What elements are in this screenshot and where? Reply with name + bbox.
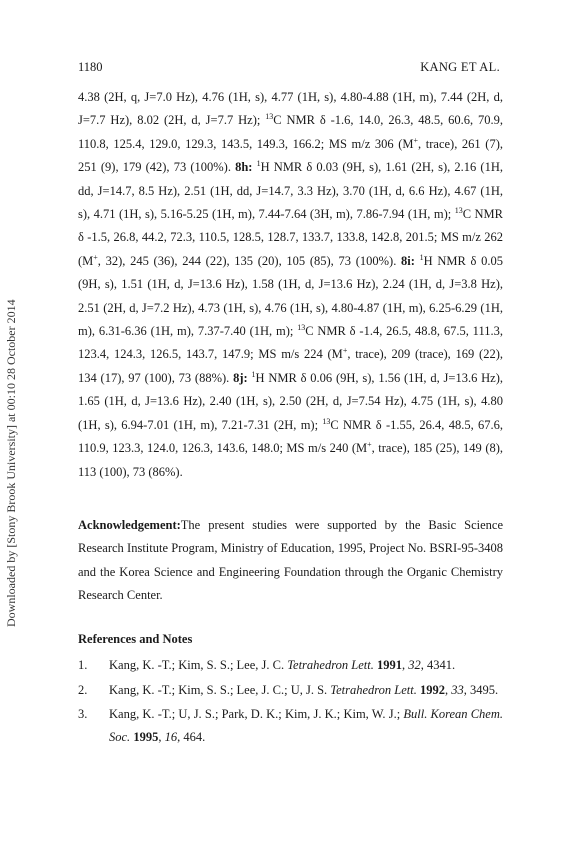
reference-number: 3.	[78, 707, 88, 722]
label-colon: :	[410, 253, 420, 268]
running-head: KANG ET AL.	[420, 60, 500, 74]
data-line: C NMR δ -1.4,	[305, 324, 383, 339]
data-line: NMR δ -1.5, 26.8, 44.2, 72.3, 110.5, 128.5, 128.7, 133.7, 133.8, 142.8, 201.5; MS	[78, 207, 504, 245]
data-line: J=7.54 Hz), 4.75 (1H, s), 4.80 (1H, s), 6.94-7.01 (1H, m), 7.21-7.31 (2H, m);	[78, 394, 503, 432]
download-notice: Downloaded by [Stony Brook University] at 00:10 28 October 2014	[4, 299, 18, 627]
superscript: +	[367, 439, 372, 449]
data-line: J=7.7 Hz), 8.02 (2H, d, J=7.7 Hz);	[78, 113, 266, 128]
data-line: H NMR δ 0.06 (9H, s),	[255, 370, 375, 385]
data-line: 209 (trace), 169 (22), 134 (17), 97 (100), 73 (88%).	[78, 347, 503, 385]
data-line: d, J=3.8 Hz), 2.51 (2H, d, J=7.2 Hz), 4.73 (1H, s), 4.76 (1H, s), 4.80-4.87 (1H,	[78, 277, 504, 315]
reference-separator: ,	[401, 658, 409, 672]
superscript: 1	[256, 159, 261, 169]
data-line: 26.5, 48.8, 67.5, 111.3, 123.4, 124.3, 126.5, 143.7, 147.9; MS m/s 224 (M	[78, 324, 504, 362]
data-line: C	[462, 207, 472, 222]
references-title: References and Notes	[78, 632, 193, 646]
reference-authors: Kang, K. -T.; Kim, S. S.; Lee, J. C.; U, J. S.	[109, 682, 331, 697]
reference-authors: Kang, K. -T.; U, J. S.; Park, D. K.; Kim, J. K.; Kim, W. J.;	[109, 707, 404, 722]
data-line: , 32), 245 (36), 244 (22), 135 (20), 105 (85), 73 (100%).	[97, 253, 402, 268]
superscript: +	[342, 346, 348, 356]
data-line: dd, J=14.7, 8.5 Hz), 2.51 (1H, dd, J=14.7, 3.3 Hz), 3.70 (1H, d, 6.6 Hz), 4.67 (1H,	[78, 183, 503, 198]
label-colon: :	[248, 160, 257, 175]
data-line: m/z 262 (M	[78, 230, 503, 268]
acknowledgement-paragraph	[78, 514, 503, 608]
reference-journal: Bull. Korean Chem. Soc.	[109, 707, 503, 744]
data-line: , trace), 261 (7),	[418, 136, 503, 151]
superscript: 13	[322, 416, 331, 426]
data-line: s), 4.71 (1H, s), 5.16-5.25 (1H, m), 7.44-7.64 (3H, m), 7.86-7.94 (1H, m);	[78, 207, 455, 222]
data-line: 1.56 (1H, d, J=13.6 Hz), 1.65 (1H, d, J=13.6 Hz), 2.40 (1H, s), 2.50 (2H, d,	[78, 370, 503, 409]
data-line: 4.38 (2H, q, J=7.0 Hz), 4.76 (1H, s), 4.77 (1H, s), 4.80-4.88 (1H, m), 7.44 (2H, d,	[78, 90, 503, 104]
superscript: 1	[251, 369, 256, 379]
reference-year: 1991	[373, 658, 402, 672]
data-line: , trace), 185 (25), 149 (8), 113 (100), 73 (86%).	[78, 441, 504, 479]
reference-number: 1.	[78, 658, 88, 672]
reference-journal: Tetrahedron Lett.	[287, 658, 374, 672]
reference-volume: 16	[164, 729, 178, 744]
reference-text	[109, 679, 503, 702]
data-line: , trace),	[347, 347, 387, 362]
data-line: 251 (9), 179 (42), 73 (100%).	[78, 160, 236, 175]
reference-item	[78, 654, 503, 677]
reference-journal: Tetrahedron Lett.	[330, 682, 417, 697]
acknowledgement-heading: Acknowledgement:	[78, 518, 181, 532]
label-colon: :	[243, 370, 252, 385]
data-line: NMR δ -1.55, 26.4, 48.5, 67.6, 110.9, 123.3, 124.0, 126.3, 143.6, 148.0; MS m/s	[78, 417, 503, 456]
reference-authors: Kang, K. -T.; Kim, S. S.; Lee, J. C.	[109, 658, 288, 672]
data-line: C NMR δ -1.6, 14.0, 26.3, 48.5, 60.6, 70.9,	[273, 113, 504, 128]
data-line: 110.8, 125.4, 129.0, 129.3, 143.5, 149.3, 166.2; MS m/z 306 (M	[78, 136, 414, 151]
data-line: H	[423, 253, 433, 268]
data-line: H NMR δ 0.03 (9H, s), 1.61 (2H, s), 2.16 (1H,	[260, 160, 503, 175]
reference-text	[109, 654, 503, 677]
reference-pages: , 464.	[177, 729, 206, 744]
compound-label: 8j	[233, 370, 244, 385]
reference-item	[78, 679, 503, 702]
reference-separator: ,	[158, 729, 165, 744]
reference-year: 1995	[130, 729, 159, 744]
superscript: +	[93, 252, 98, 262]
superscript: 13	[265, 112, 274, 122]
data-line: NMR δ 0.05 (9H, s), 1.51 (1H, d, J=13.6 Hz), 1.58 (1H, d, J=13.6 Hz), 2.24 (1H,	[78, 253, 504, 292]
reference-text	[109, 703, 503, 748]
reference-separator: ,	[445, 682, 452, 697]
data-line: m), 6.25-6.29 (1H, m), 6.31-6.36 (1H, m), 7.37-7.40 (1H, m);	[78, 300, 503, 339]
compound-data-paragraph	[78, 86, 503, 484]
compound-label: 8i	[401, 253, 411, 268]
reference-list	[78, 654, 503, 750]
reference-year: 1992	[416, 682, 446, 697]
data-line: C	[330, 417, 339, 432]
page-number: 1180	[78, 60, 103, 74]
compound-label: 8h	[235, 160, 249, 175]
superscript: 13	[454, 205, 463, 215]
reference-item	[78, 703, 503, 748]
superscript: 1	[419, 252, 424, 262]
data-line: 240 (M	[329, 441, 368, 456]
superscript: 13	[297, 322, 306, 332]
acknowledgement-text: The present studies were supported by the Basic Science Research Institute Program, Ministry of Education, 1995, Project No. BSRI-95-3408 and the Korea Science and Engineering Foundation through the Organic Chemistry Research Center.	[78, 518, 503, 603]
reference-volume: 32	[408, 658, 421, 672]
reference-pages: , 4341.	[420, 658, 456, 672]
reference-pages: , 3495.	[463, 682, 499, 697]
reference-number: 2.	[78, 682, 88, 697]
reference-volume: 33	[451, 682, 464, 697]
superscript: +	[413, 135, 419, 145]
